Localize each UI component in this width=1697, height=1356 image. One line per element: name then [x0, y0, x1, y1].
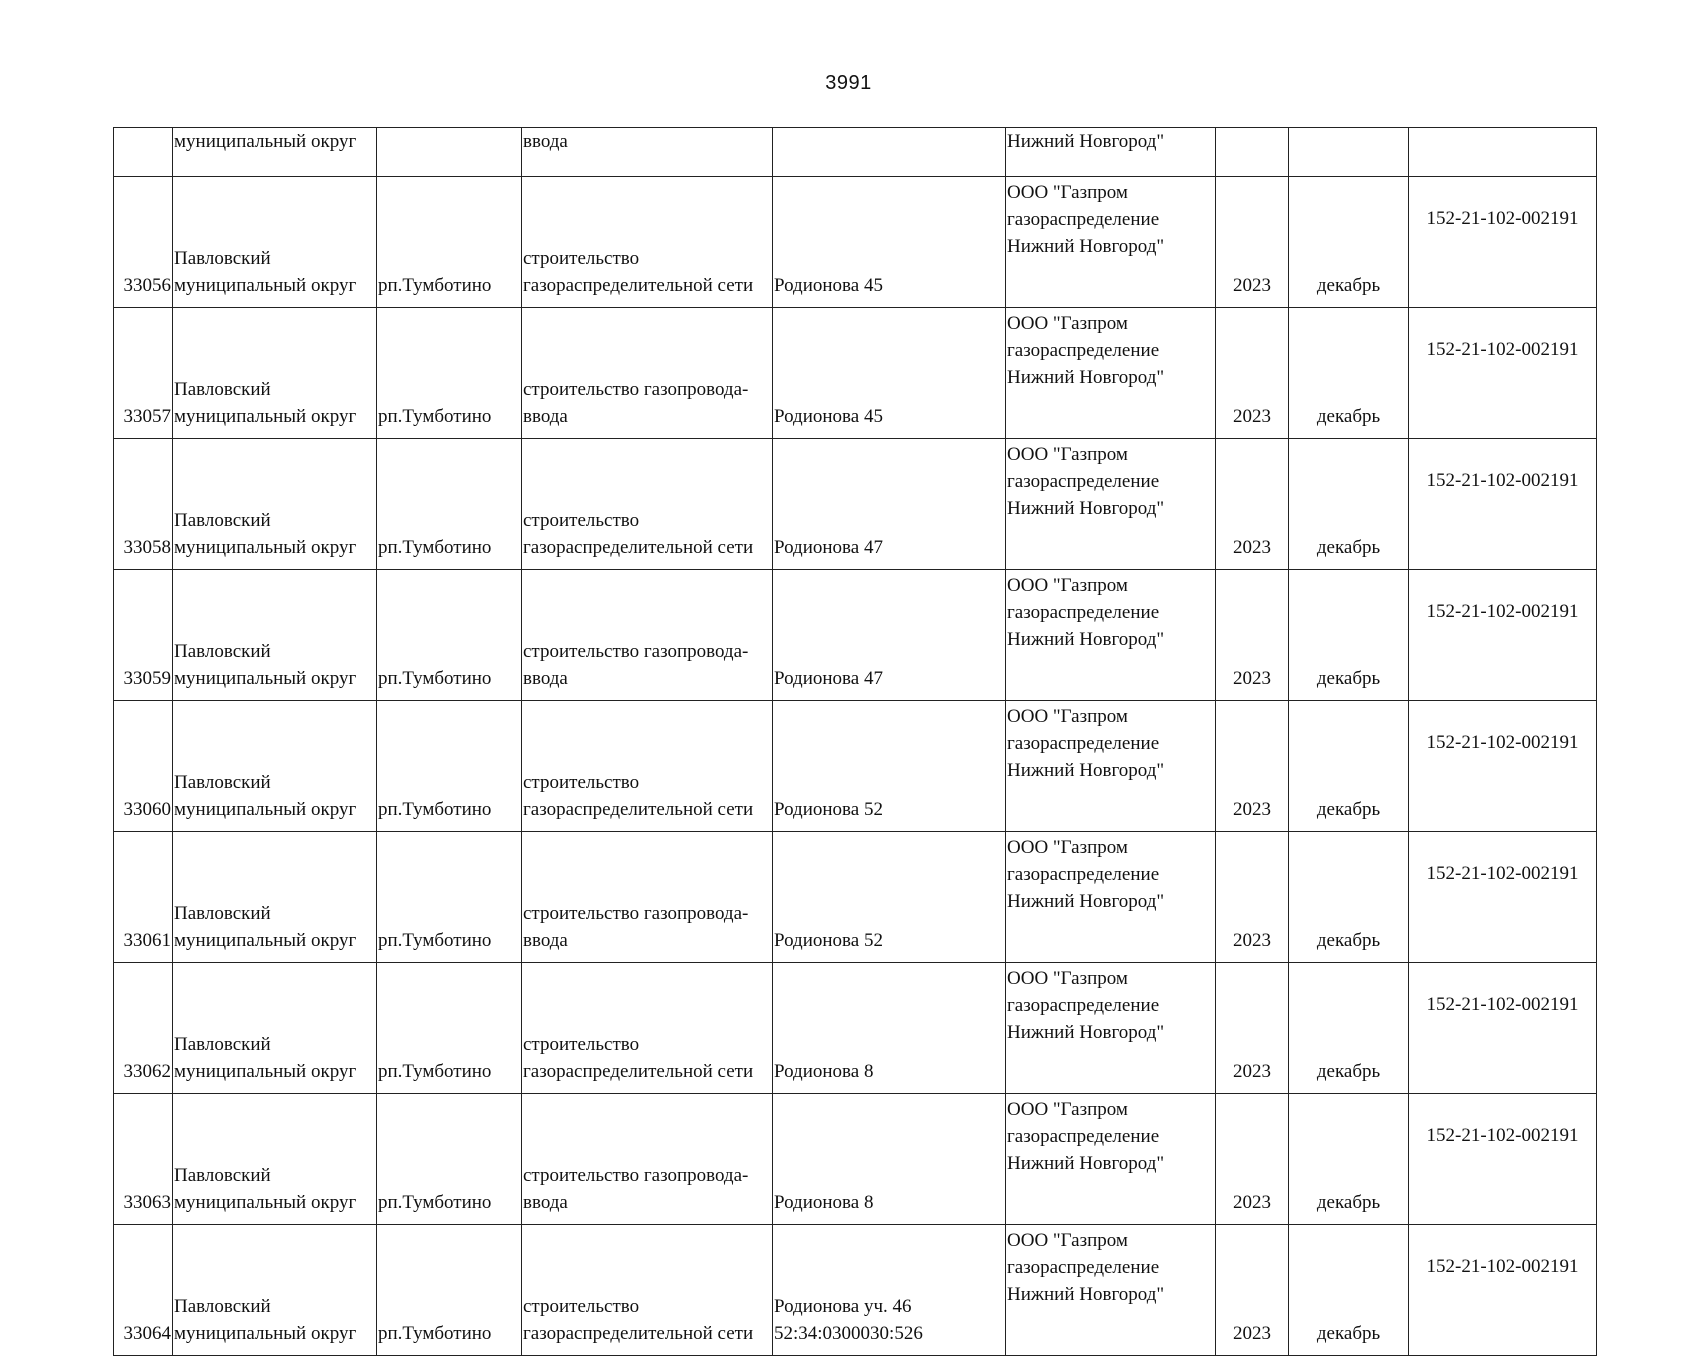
organization-line: Нижний Новгород"	[1007, 1153, 1165, 1174]
organization-line: ООО "Газпром	[1007, 706, 1128, 727]
cell-num	[114, 832, 173, 963]
locality-text: рп.Тумботино	[378, 1323, 492, 1344]
address-line: Родионова 8	[774, 1192, 874, 1213]
record-number: 33063	[123, 1192, 171, 1213]
cell-work-type	[522, 570, 773, 701]
locality-text: рп.Тумботино	[378, 406, 492, 427]
address-line: 52:34:0300030:526	[774, 1323, 923, 1344]
cell-district	[173, 1225, 377, 1356]
cell-num	[114, 439, 173, 570]
month-text: декабрь	[1316, 799, 1381, 820]
organization-line: газораспределение	[1007, 995, 1160, 1016]
district-line: Павловский	[174, 1296, 271, 1317]
cell-organization	[1006, 963, 1216, 1094]
cell-district	[173, 963, 377, 1094]
month-text: декабрь	[1316, 668, 1381, 689]
locality-text: рп.Тумботино	[378, 275, 492, 296]
year-text: 2023	[1233, 275, 1271, 296]
table-row	[114, 701, 1597, 832]
table-row	[114, 570, 1597, 701]
work-line: ввода	[523, 1192, 568, 1213]
organization-line: газораспределение	[1007, 602, 1160, 623]
cell-organization	[1006, 1225, 1216, 1356]
district-line: муниципальный округ	[174, 930, 357, 951]
cell-locality	[377, 701, 522, 832]
work-line: строительство	[523, 248, 640, 269]
year-text: 2023	[1233, 406, 1271, 427]
code-text: 152-21-102-002191	[1426, 994, 1579, 1015]
work-line: газораспределительной сети	[523, 799, 754, 820]
organization-line: ООО "Газпром	[1007, 968, 1128, 989]
address-line: Родионова 8	[774, 1061, 874, 1082]
code-text: 152-21-102-002191	[1426, 208, 1579, 229]
cell-month	[1289, 1094, 1409, 1225]
work-line: ввода	[523, 930, 568, 951]
address-line: Родионова 47	[774, 668, 883, 689]
cell-work-type: ввода	[522, 128, 773, 177]
register-table	[113, 127, 1597, 1356]
organization-line: газораспределение	[1007, 1257, 1160, 1278]
organization-line: газораспределение	[1007, 471, 1160, 492]
cell-address	[773, 701, 1006, 832]
cell-code	[1409, 701, 1597, 832]
cell-month	[1289, 308, 1409, 439]
district-line: Павловский	[174, 1034, 271, 1055]
cell-address	[773, 308, 1006, 439]
record-number: 33059	[123, 668, 171, 689]
cell-year	[1216, 701, 1289, 832]
month-text: декабрь	[1316, 1323, 1381, 1344]
cell-month	[1289, 963, 1409, 1094]
cell-work-type	[522, 177, 773, 308]
record-number: 33064	[123, 1323, 171, 1344]
work-line: ввода	[523, 668, 568, 689]
work-line: газораспределительной сети	[523, 275, 754, 296]
cell-num	[114, 128, 173, 177]
code-text: 152-21-102-002191	[1426, 601, 1579, 622]
cell-work-type	[522, 439, 773, 570]
cell-year	[1216, 1094, 1289, 1225]
district-line: муниципальный округ	[174, 1323, 357, 1344]
district-line: муниципальный округ	[174, 275, 357, 296]
cell-locality	[377, 832, 522, 963]
cell-district: муниципальный округ	[173, 128, 377, 177]
organization-line: ООО "Газпром	[1007, 1230, 1128, 1251]
cell-locality	[377, 963, 522, 1094]
table-row	[114, 177, 1597, 308]
district-line: муниципальный округ	[174, 1192, 357, 1213]
cell-num	[114, 177, 173, 308]
table-row	[114, 832, 1597, 963]
cell-district	[173, 570, 377, 701]
cell-code	[1409, 570, 1597, 701]
cell-work-type	[522, 701, 773, 832]
cell-work-type	[522, 963, 773, 1094]
work-line: строительство	[523, 772, 640, 793]
cell-month	[1289, 439, 1409, 570]
record-number: 33057	[123, 406, 171, 427]
cell-num	[114, 963, 173, 1094]
year-text: 2023	[1233, 1192, 1271, 1213]
district-line: Павловский	[174, 903, 271, 924]
cell-code	[1409, 832, 1597, 963]
cell-organization: Нижний Новгород"	[1006, 128, 1216, 177]
work-line: строительство газопровода-	[523, 903, 749, 924]
year-text: 2023	[1233, 1323, 1271, 1344]
cell-organization	[1006, 439, 1216, 570]
organization-line: ООО "Газпром	[1007, 182, 1128, 203]
work-line: строительство газопровода-	[523, 1165, 749, 1186]
organization-line: ООО "Газпром	[1007, 575, 1128, 596]
cell-address	[773, 1225, 1006, 1356]
district-line: Павловский	[174, 379, 271, 400]
work-line: строительство	[523, 510, 640, 531]
district-line: Павловский	[174, 1165, 271, 1186]
cell-locality	[377, 308, 522, 439]
cell-address	[773, 570, 1006, 701]
cell-month	[1289, 832, 1409, 963]
cell-district	[173, 177, 377, 308]
table-row	[114, 963, 1597, 1094]
district-line: муниципальный округ	[174, 406, 357, 427]
record-number: 33056	[123, 275, 171, 296]
table-row	[114, 1225, 1597, 1356]
cell-year	[1216, 177, 1289, 308]
cell-num	[114, 570, 173, 701]
year-text: 2023	[1233, 1061, 1271, 1082]
month-text: декабрь	[1316, 1192, 1381, 1213]
cell-num	[114, 308, 173, 439]
address-line: Родионова 52	[774, 930, 883, 951]
locality-text: рп.Тумботино	[378, 930, 492, 951]
year-text: 2023	[1233, 668, 1271, 689]
cell-locality	[377, 177, 522, 308]
cell-code	[1409, 1225, 1597, 1356]
cell-locality	[377, 1225, 522, 1356]
locality-text: рп.Тумботино	[378, 1192, 492, 1213]
cell-organization	[1006, 570, 1216, 701]
address-line: Родионова 52	[774, 799, 883, 820]
cell-address	[773, 963, 1006, 1094]
code-text: 152-21-102-002191	[1426, 732, 1579, 753]
cell-code	[1409, 963, 1597, 1094]
district-line: Павловский	[174, 772, 271, 793]
table-body	[114, 128, 1597, 1356]
address-line: Родионова 45	[774, 406, 883, 427]
work-line: газораспределительной сети	[523, 1061, 754, 1082]
cell-organization	[1006, 832, 1216, 963]
organization-line: ООО "Газпром	[1007, 837, 1128, 858]
year-text: 2023	[1233, 799, 1271, 820]
table-row	[114, 1094, 1597, 1225]
cell-locality	[377, 439, 522, 570]
organization-line: ООО "Газпром	[1007, 1099, 1128, 1120]
code-text: 152-21-102-002191	[1426, 1125, 1579, 1146]
organization-line: газораспределение	[1007, 733, 1160, 754]
work-line: газораспределительной сети	[523, 1323, 754, 1344]
record-number: 33060	[123, 799, 171, 820]
locality-text: рп.Тумботино	[378, 1061, 492, 1082]
cell-address	[773, 128, 1006, 177]
cell-month	[1289, 701, 1409, 832]
code-text: 152-21-102-002191	[1426, 1256, 1579, 1277]
month-text: декабрь	[1316, 537, 1381, 558]
cell-locality	[377, 128, 522, 177]
cell-code	[1409, 177, 1597, 308]
organization-line: газораспределение	[1007, 1126, 1160, 1147]
district-line: Павловский	[174, 510, 271, 531]
cell-month	[1289, 1225, 1409, 1356]
cell-year	[1216, 1225, 1289, 1356]
cell-district	[173, 701, 377, 832]
address-line: Родионова 47	[774, 537, 883, 558]
work-line: ввода	[523, 406, 568, 427]
cell-locality	[377, 1094, 522, 1225]
cell-district	[173, 1094, 377, 1225]
month-text: декабрь	[1316, 275, 1381, 296]
cell-year	[1216, 128, 1289, 177]
record-number: 33058	[123, 537, 171, 558]
cell-organization	[1006, 308, 1216, 439]
cell-work-type	[522, 308, 773, 439]
month-text: декабрь	[1316, 406, 1381, 427]
cell-address	[773, 439, 1006, 570]
locality-text: рп.Тумботино	[378, 537, 492, 558]
cell-organization	[1006, 177, 1216, 308]
continuation-row	[114, 128, 1597, 177]
organization-line: Нижний Новгород"	[1007, 1284, 1165, 1305]
organization-line: ООО "Газпром	[1007, 444, 1128, 465]
district-line: муниципальный округ	[174, 799, 357, 820]
address-line: Родионова уч. 46	[774, 1296, 912, 1317]
organization-line: Нижний Новгород"	[1007, 1022, 1165, 1043]
address-line: Родионова 45	[774, 275, 883, 296]
cell-num	[114, 701, 173, 832]
organization-line: Нижний Новгород"	[1007, 236, 1165, 257]
cell-num	[114, 1225, 173, 1356]
record-number: 33062	[123, 1061, 171, 1082]
organization-line: Нижний Новгород"	[1007, 760, 1165, 781]
code-text: 152-21-102-002191	[1426, 339, 1579, 360]
organization-line: Нижний Новгород"	[1007, 629, 1165, 650]
locality-text: рп.Тумботино	[378, 668, 492, 689]
cell-code	[1409, 128, 1597, 177]
month-text: декабрь	[1316, 1061, 1381, 1082]
cell-year	[1216, 439, 1289, 570]
cell-year	[1216, 832, 1289, 963]
cell-month	[1289, 128, 1409, 177]
page-number: 3991	[825, 72, 872, 94]
month-text: декабрь	[1316, 930, 1381, 951]
year-text: 2023	[1233, 930, 1271, 951]
work-line: строительство газопровода-	[523, 379, 749, 400]
code-text: 152-21-102-002191	[1426, 470, 1579, 491]
cell-num	[114, 1094, 173, 1225]
work-line: строительство	[523, 1034, 640, 1055]
record-number: 33061	[123, 930, 171, 951]
district-line: муниципальный округ	[174, 537, 357, 558]
work-line: строительство	[523, 1296, 640, 1317]
organization-line: ООО "Газпром	[1007, 313, 1128, 334]
code-text: 152-21-102-002191	[1426, 863, 1579, 884]
cell-work-type	[522, 1094, 773, 1225]
organization-line: газораспределение	[1007, 864, 1160, 885]
work-line: строительство газопровода-	[523, 641, 749, 662]
cell-month	[1289, 570, 1409, 701]
cell-work-type	[522, 832, 773, 963]
organization-line: Нижний Новгород"	[1007, 367, 1165, 388]
cell-locality	[377, 570, 522, 701]
cell-month	[1289, 177, 1409, 308]
organization-line: газораспределение	[1007, 209, 1160, 230]
cell-code	[1409, 308, 1597, 439]
district-line: муниципальный округ	[174, 1061, 357, 1082]
district-line: Павловский	[174, 641, 271, 662]
cell-code	[1409, 439, 1597, 570]
cell-code	[1409, 1094, 1597, 1225]
organization-line: Нижний Новгород"	[1007, 498, 1165, 519]
cell-address	[773, 832, 1006, 963]
cell-year	[1216, 570, 1289, 701]
cell-address	[773, 177, 1006, 308]
organization-line: газораспределение	[1007, 340, 1160, 361]
district-line: муниципальный округ	[174, 668, 357, 689]
locality-text: рп.Тумботино	[378, 799, 492, 820]
cell-district	[173, 439, 377, 570]
table-row	[114, 439, 1597, 570]
district-line: Павловский	[174, 248, 271, 269]
cell-year	[1216, 963, 1289, 1094]
year-text: 2023	[1233, 537, 1271, 558]
work-line: газораспределительной сети	[523, 537, 754, 558]
cell-organization	[1006, 701, 1216, 832]
table-row	[114, 308, 1597, 439]
cell-work-type	[522, 1225, 773, 1356]
cell-year	[1216, 308, 1289, 439]
organization-line: Нижний Новгород"	[1007, 891, 1165, 912]
cell-district	[173, 308, 377, 439]
cell-organization	[1006, 1094, 1216, 1225]
cell-address	[773, 1094, 1006, 1225]
cell-district	[173, 832, 377, 963]
